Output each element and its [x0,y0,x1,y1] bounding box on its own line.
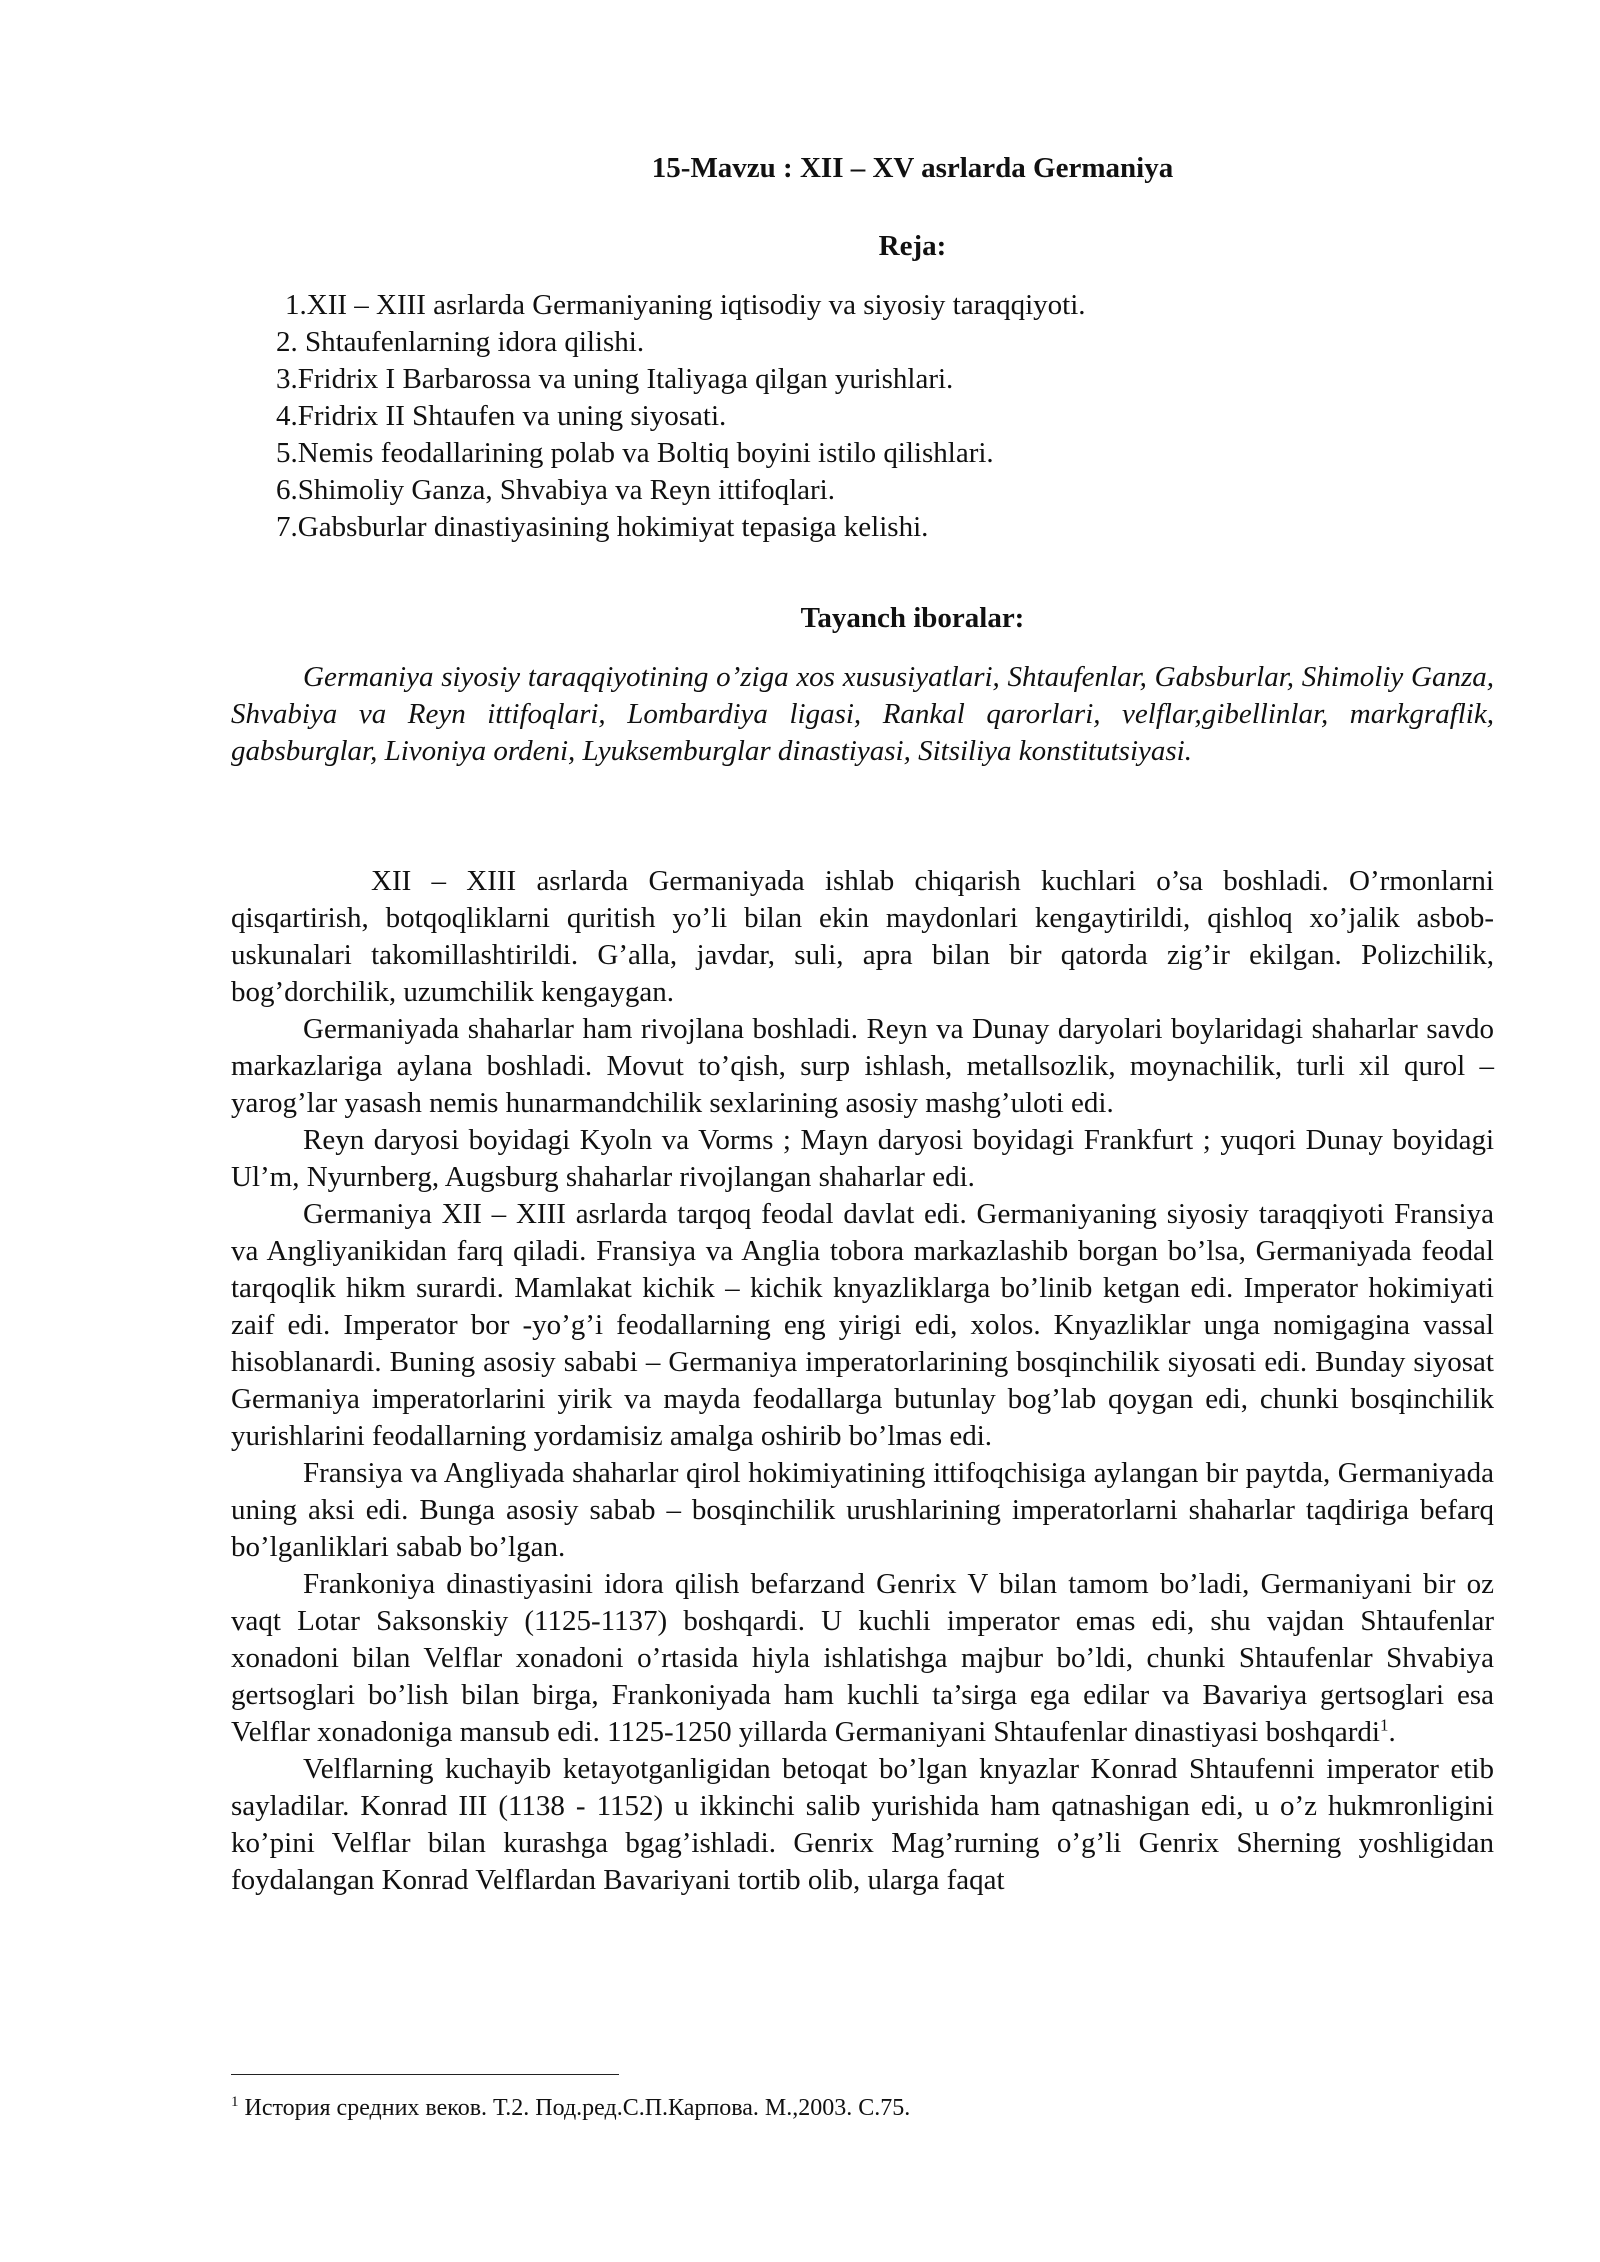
plan-heading: Reja: [878,230,947,262]
paragraph: Germaniya XII – XIII asrlarda tarqoq feodal davlat edi. Germaniyaning siyosiy taraqqiyoti Fransiya va Angliyanikidan farq qiladi. Fransiya va Anglia tobora markazlashib borgan bo’lsa, Germaniyada feodal tarqoqlik hikm surardi. Mamlakat kichik – kichik knyazliklarga bo’linib ketgan edi. Imperator hokimiyati zaif edi. Imperator bor -yo’g’i feodallarning eng yirigi edi, xolos. Knyazliklar unga nomigagina vassal hisoblanardi. Buning asosiy sababi – Germaniya imperatorlarining bosqinchilik siyosati edi. Bunday siyosat Germaniya imperatorlarini yirik va mayda feodallarga butunlay bog’lab qoygan edi, chunki bosqinchilik yurishlarini feodallarning yordamisiz amalga oshirib bo’lmas edi. [231,1198,1494,1452]
plan-item: 5.Nemis feodallarining polab va Boltiq boyini istilo qilishlari. [276,437,994,469]
keywords-paragraph: Germaniya siyosiy taraqqiyotining o’ziga xos xususiyatlari, Shtaufenlar, Gabsburlar, Shimoliy Ganza, Shvabiya va Reyn ittifoqlari, Lombardiya ligasi, Rankal qarorlari, velflar,gibellinlar, markgraflik, gabsburglar, Livoniya ordeni, Lyuksemburglar dinastiyasi, Sitsiliya konstitutsiyasi. [231,661,1494,767]
paragraph-end-punctuation: . [1388,1716,1396,1748]
paragraph: Reyn daryosi boyidagi Kyoln va Vorms ; Mayn daryosi boyidagi Frankfurt ; yuqori Dunay boyidagi Ul’m, Nyurnberg, Augsburg shaharlar rivojlangan shaharlar edi. [231,1124,1494,1193]
plan-item: 3.Fridrix I Barbarossa va uning Italiyaga qilgan yurishlari. [276,363,954,395]
paragraph-text: Frankoniya dinastiyasini idora qilish befarzand Genrix V bilan tamom bo’ladi, Germaniyani bir oz vaqt Lotar Saksonskiy (1125-1137) boshqardi. U kuchli imperator emas edi, shu vajdan Shtaufenlar xonadoni bilan Velflar xonadoni o’rtasida hiyla ishlatishga majbur bo’ldi, chunki Shtaufenlar Shvabiya gertsoglari bo’lish bilan birga, Frankoniyada ham kuchli ta’sirga ega edilar va Bavariya gertsoglari esa Velflar xonadoniga mansub edi. 1125-1250 yillarda Germaniyani Shtaufenlar dinastiyasi boshqardi [231,1568,1494,1748]
footnote-separator [231,2074,619,2075]
plan-item: 2. Shtaufenlarning idora qilishi. [276,326,645,358]
footnote-reference[interactable]: 1 [1379,1715,1389,1735]
body-text [231,863,1494,1899]
paragraph: Velflarning kuchayib ketayotganligidan betoqat bo’lgan knyazlar Konrad Shtaufenni imperator etib sayladilar. Konrad III (1138 - 1152) u ikkinchi salib yurishida ham qatnashigan edi, u o’z hukmronligini ko’pini Velflar bilan kurashga bgag’ishladi. Genrix Mag’rurning o’g’li Genrix Sherning yoshligidan foydalangan Konrad Velflardan Bavariyani tortib olib, ularga faqat [231,1753,1494,1896]
plan-item: 7.Gabsburlar dinastiyasining hokimiyat tepasiga kelishi. [276,511,929,543]
footnote-mark: 1 [231,2094,239,2110]
page-title: 15-Mavzu : XII – XV asrlarda Germaniya [651,152,1174,184]
paragraph: XII – XIII asrlarda Germaniyada ishlab chiqarish kuchlari o’sa boshladi. O’rmonlarni qisqartirish, botqoqliklarni quritish yo’li bilan ekin maydonlari kengaytirildi, qishloq xo’jalik asbob- uskunalari takomillashtirildi. G’alla, javdar, suli, apra bilan bir qatorda zig’ir ekilgan. Polizchilik, bog’dorchilik, uzumchilik kengaygan. [231,865,1494,1008]
plan-item: 4.Fridrix II Shtaufen va uning siyosati. [276,400,727,432]
paragraph [231,1566,1494,1751]
plan-list [276,287,1086,546]
keywords-heading: Tayanch iboralar: [800,602,1025,634]
paragraph: Germaniyada shaharlar ham rivojlana boshladi. Reyn va Dunay daryolari boylaridagi shaharlar savdo markazlariga aylana boshladi. Movut to’qish, surp ishlash, metallsozlik, moynachilik, turli xil qurol – yarog’lar yasash nemis hunarmandchilik sexlarining asosiy mashg’uloti edi. [231,1013,1494,1119]
plan-item: 6.Shimoliy Ganza, Shvabiya va Reyn ittifoqlari. [276,474,835,506]
plan-item: 1.XII – XIII asrlarda Germaniyaning iqtisodiy va siyosiy taraqqiyoti. [285,289,1086,321]
paragraph: Fransiya va Angliyada shaharlar qirol hokimiyatining ittifoqchisiga aylangan bir paytda, Germaniyada uning aksi edi. Bunga asosiy sabab – bosqinchilik urushlarining imperatorlarni shaharlar taqdiriga befarq bo’lganliklari sabab bo’lgan. [231,1457,1494,1563]
footnote-text: История средних веков. Т.2. Под.ред.С.П.Карпова. М.,2003. С.75. [244,2095,911,2121]
footnote [231,2093,910,2123]
